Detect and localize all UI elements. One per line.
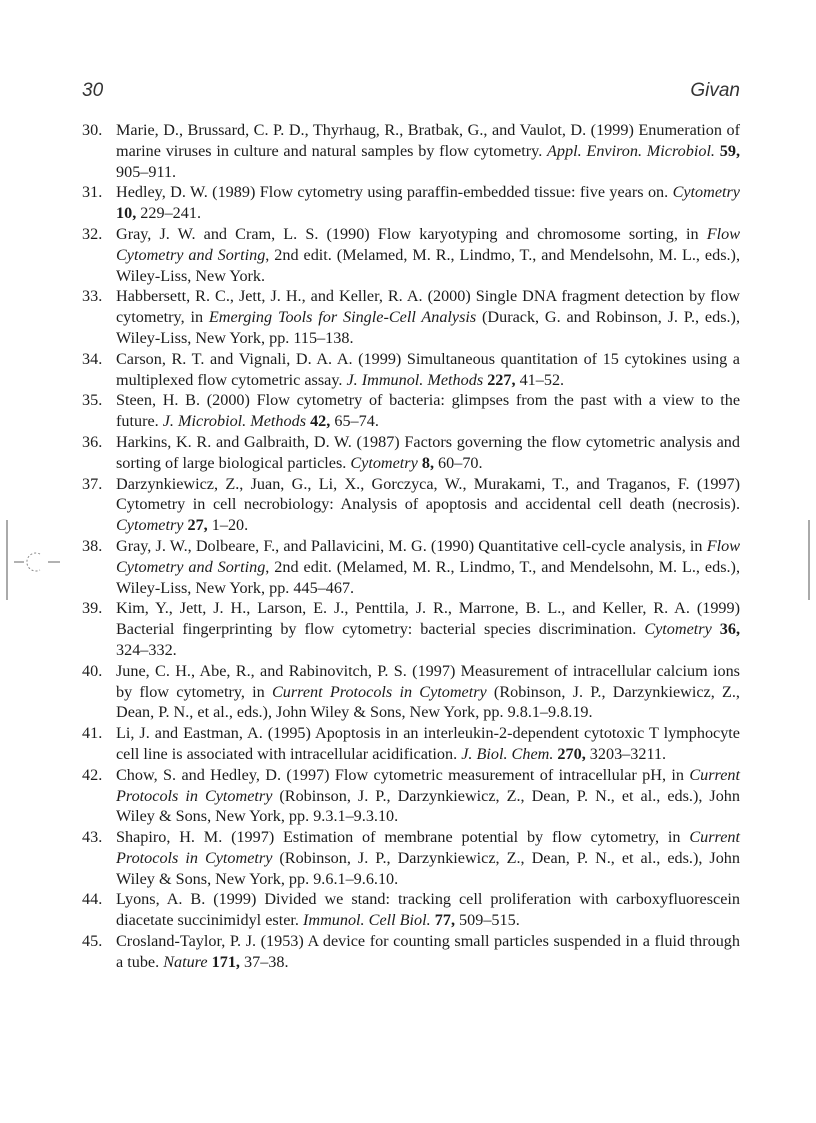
reference-item	[82, 765, 740, 827]
reference-volume: 27,	[187, 516, 208, 535]
reference-item	[82, 889, 740, 931]
reference-item	[82, 390, 740, 432]
reference-journal: Cytometry	[644, 620, 712, 639]
reference-authors: Kim, Y., Jett, J. H., Larson, E. J., Penttila, J. R., Marrone, B. L., and Keller, R. A. (1999) Bacterial fingerprinting by flow cytometry: bacterial species discrimination.	[116, 599, 740, 639]
reference-item	[82, 661, 740, 723]
reference-item	[82, 224, 740, 286]
reference-book-title: Emerging Tools for Single-Cell Analysis	[208, 308, 477, 327]
reference-number: 42.	[82, 765, 103, 784]
reference-journal: Cytometry	[116, 516, 184, 535]
reference-volume: 8,	[421, 453, 434, 472]
reference-number: 37.	[82, 474, 103, 493]
reference-pages: 509–515.	[454, 911, 520, 930]
reference-authors: Lyons, A. B. (1999) Divided we stand: tracking cell proliferation with carboxyfluorescein diacetate succinimidyl ester.	[116, 890, 740, 930]
reference-number: 39.	[82, 599, 103, 618]
reference-book-title: Flow Cytometry and Sorting	[116, 536, 740, 576]
reference-journal: Cytometry	[350, 453, 418, 472]
reference-text: (Robinson, J. P., Darzynkiewicz, Z., Dean, P. N., et al., eds.), John Wiley & Sons, New York, pp. 9.6.1–9.6.10.	[116, 848, 740, 888]
running-head	[82, 80, 740, 108]
reference-item	[82, 598, 740, 660]
reference-volume: 270,	[557, 744, 586, 763]
reference-journal: J. Immunol. Methods	[346, 370, 484, 389]
reference-list	[82, 120, 740, 973]
reference-text: Gray, J. W., Dolbeare, F., and Pallavicini, M. G. (1990) Quantitative cell-cycle analysis, in	[116, 536, 707, 555]
reference-item	[82, 432, 740, 474]
reference-text: (Robinson, J. P., Darzynkiewicz, Z., Dean, P. N., et al., eds.), John Wiley & Sons, New York, pp. 9.8.1–9.8.19.	[116, 682, 740, 722]
reference-authors: Carson, R. T. and Vignali, D. A. A. (1999) Simultaneous quantitation of 15 cytokines using a multiplexed flow cytometric assay.	[116, 349, 740, 389]
reference-item	[82, 120, 740, 182]
reference-number: 43.	[82, 828, 103, 847]
reference-item	[82, 723, 740, 765]
reference-journal: Nature	[163, 952, 208, 971]
reference-number: 33.	[82, 287, 103, 306]
reference-authors: Harkins, K. R. and Galbraith, D. W. (1987) Factors governing the flow cytometric analysis and sorting of large biological particles.	[116, 432, 740, 472]
reference-book-title: Current Protocols in Cytometry	[116, 765, 740, 805]
crop-mark-left	[0, 515, 70, 605]
reference-volume: 171,	[211, 952, 240, 971]
reference-number: 30.	[82, 121, 103, 139]
reference-pages: 65–74.	[330, 412, 379, 431]
reference-authors: Darzynkiewicz, Z., Juan, G., Li, X., Gorczyca, W., Murakami, T., and Traganos, F. (1997) Cytometry in cell necrobiology: Analysis of apoptosis and accidental cell death (necrosis).	[116, 474, 740, 514]
reference-number: 31.	[82, 183, 103, 202]
reference-item	[82, 827, 740, 889]
reference-number: 35.	[82, 391, 103, 410]
reference-text: Chow, S. and Hedley, D. (1997) Flow cytometric measurement of intracellular pH, in	[116, 765, 690, 784]
reference-authors: Li, J. and Eastman, A. (1995) Apoptosis in an interleukin-2-dependent cytotoxic T lymphocyte cell line is associated with intracellular acidification.	[116, 724, 740, 763]
reference-volume: 77,	[434, 911, 455, 930]
reference-number: 41.	[82, 724, 103, 743]
reference-volume: 227,	[487, 370, 516, 389]
reference-authors: Hedley, D. W. (1989) Flow cytometry using paraffin-embedded tissue: five years on.	[116, 183, 673, 202]
reference-number: 44.	[82, 890, 103, 909]
reference-item	[82, 536, 740, 598]
reference-number: 38.	[82, 536, 103, 555]
reference-journal: Cytometry	[672, 183, 740, 202]
reference-journal: J. Microbiol. Methods	[162, 412, 307, 431]
reference-number: 45.	[82, 932, 103, 951]
reference-text: Shapiro, H. M. (1997) Estimation of membrane potential by flow cytometry, in	[116, 828, 690, 847]
reference-journal: Appl. Environ. Microbiol.	[547, 141, 715, 160]
reference-volume: 42,	[310, 412, 331, 431]
crop-mark-right	[803, 515, 815, 605]
reference-item	[82, 931, 740, 973]
reference-item	[82, 182, 740, 224]
reference-item	[82, 474, 740, 536]
reference-journal: J. Biol. Chem.	[461, 744, 554, 763]
reference-pages: 229–241.	[136, 204, 201, 223]
reference-authors: Crosland-Taylor, P. J. (1953) A device for counting small particles suspended in a fluid through a tube.	[116, 932, 740, 971]
reference-number: 36.	[82, 432, 103, 451]
reference-text: Gray, J. W. and Cram, L. S. (1990) Flow karyotyping and chromosome sorting, in	[116, 224, 707, 243]
reference-number: 40.	[82, 661, 103, 680]
reference-number: 34.	[82, 349, 103, 368]
reference-item	[82, 286, 740, 348]
reference-book-title: Flow Cytometry and Sorting	[116, 224, 740, 264]
reference-book-title: Current Protocols in Cytometry	[271, 682, 487, 701]
reference-pages: 324–332.	[116, 640, 177, 659]
reference-pages: 60–70.	[433, 453, 483, 472]
reference-pages: 37–38.	[239, 952, 289, 971]
reference-text: , 2nd edit. (Melamed, M. R., Lindmo, T., and Mendelsohn, M. L., eds.), Wiley-Liss, New York, pp. 445–467.	[116, 557, 740, 597]
reference-text: , 2nd edit. (Melamed, M. R., Lindmo, T., and Mendelsohn, M. L., eds.), Wiley-Liss, New York.	[116, 245, 740, 285]
reference-pages: 41–52.	[515, 370, 565, 389]
reference-text: (Robinson, J. P., Darzynkiewicz, Z., Dean, P. N., et al., eds.), John Wiley & Sons, New York, pp. 9.3.1–9.3.10.	[116, 786, 740, 826]
reference-item	[82, 349, 740, 391]
reference-text: (Durack, G. and Robinson, J. P., eds.), Wiley-Liss, New York, pp. 115–138.	[116, 308, 740, 347]
reference-book-title: Current Protocols in Cytometry	[116, 828, 740, 867]
reference-volume: 36,	[719, 620, 740, 639]
reference-authors: Marie, D., Brussard, C. P. D., Thyrhaug, R., Bratbak, G., and Vaulot, D. (1999) Enumeration of marine viruses in culture and natural samples by flow cytometry.	[116, 121, 740, 160]
reference-pages: 905–911.	[116, 162, 177, 181]
reference-pages: 3203–3211.	[585, 744, 667, 763]
running-head-author: Givan	[690, 80, 740, 101]
reference-journal: Immunol. Cell Biol.	[303, 911, 431, 930]
reference-number: 32.	[82, 224, 103, 243]
reference-text: June, C. H., Abe, R., and Rabinovitch, P. S. (1997) Measurement of intracellular calcium ions by flow cytometry, in	[116, 661, 740, 701]
reference-pages: 1–20.	[207, 516, 249, 535]
reference-volume: 10,	[116, 204, 137, 223]
reference-volume: 59,	[719, 141, 740, 160]
page-number: 30	[82, 80, 104, 101]
reference-authors: Steen, H. B. (2000) Flow cytometry of bacteria: glimpses from the past with a view to the future.	[116, 391, 740, 431]
reference-text: Habbersett, R. C., Jett, J. H., and Keller, R. A. (2000) Single DNA fragment detection by flow cytometry, in	[116, 287, 740, 327]
